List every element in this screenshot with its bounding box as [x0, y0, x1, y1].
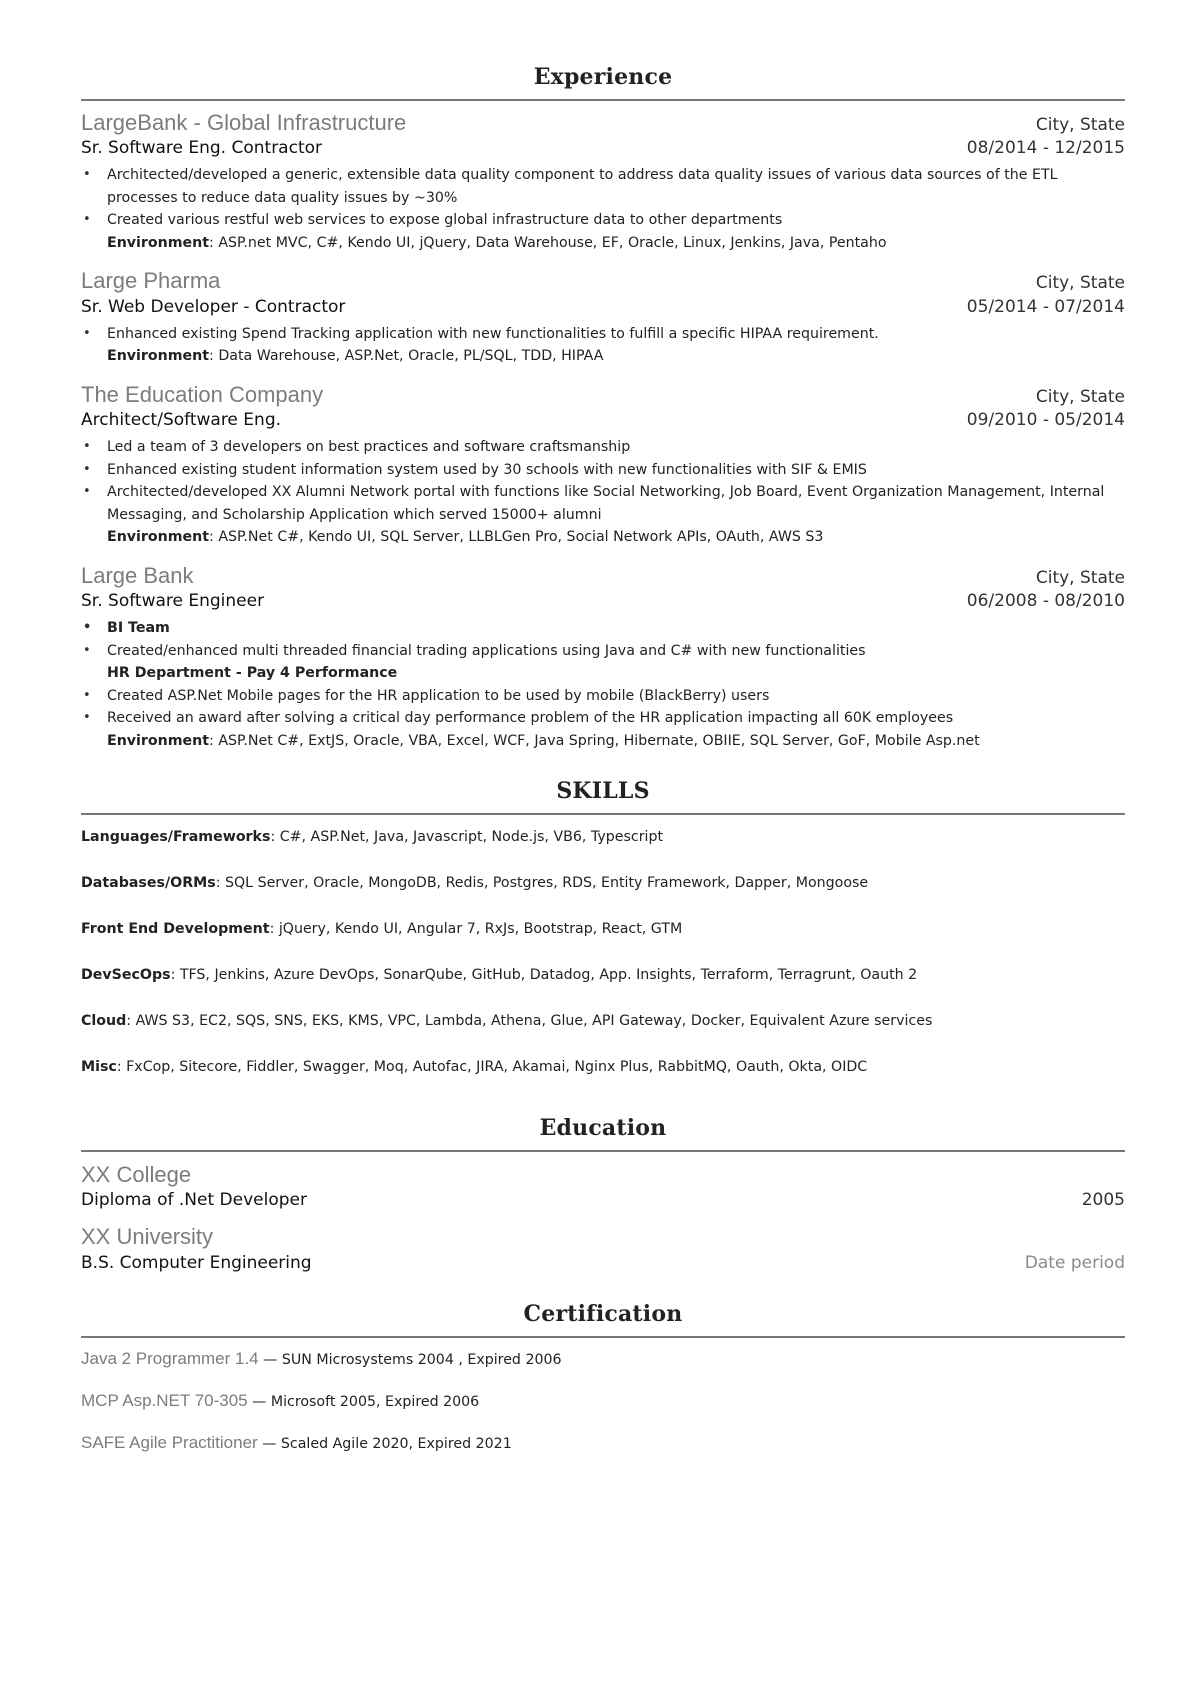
company-name: The Education Company: [81, 381, 324, 407]
skills-heading: SKILLS: [556, 778, 650, 805]
bullet-item: • Created various restful web services to expose global infrastructure data to other departments: [81, 209, 1125, 232]
certification-detail: — Scaled Agile 2020, Expired 2021: [257, 1435, 512, 1452]
certification-item: [81, 1348, 1125, 1371]
degree-name: B.S. Computer Engineering: [81, 1252, 312, 1273]
job-entry: [81, 382, 1125, 549]
job-title: Sr. Software Eng. Contractor: [81, 138, 323, 159]
skill-category: Misc: [81, 1059, 117, 1076]
education-entry: [81, 1224, 1125, 1272]
company-name: LargeBank - Global Infrastructure: [81, 110, 407, 135]
environment-value: : ASP.Net C#, ExtJS, Oracle, VBA, Excel, WCF, Java Spring, Hibernate, OBIIE, SQL Server, GoF, Mobile Asp.net: [209, 732, 980, 749]
job-dates: 09/2010 - 05/2014: [966, 410, 1125, 431]
certification-section: [81, 1300, 1125, 1455]
company-name: Large Pharma: [81, 268, 221, 294]
skill-category: DevSecOps: [81, 967, 171, 984]
skill-values: : AWS S3, EC2, SQS, SNS, EKS, KMS, VPC, Lambda, Athena, Glue, API Gateway, Docker, Equivalent Azure services: [126, 1013, 933, 1030]
skills-section: [81, 780, 1125, 1077]
job-bullets: [81, 617, 1125, 752]
bullet-item: • Enhanced existing student information system used by 30 schools with new functionalities with SIF & EMIS: [81, 459, 1125, 482]
job-entry: [81, 563, 1125, 752]
skill-values: : TFS, Jenkins, Azure DevOps, SonarQube, GitHub, Datadog, App. Insights, Terraform, Terragrunt, Oauth 2: [170, 967, 918, 984]
experience-section: [81, 66, 1125, 752]
certification-detail: — SUN Microsystems 2004 , Expired 2006: [258, 1351, 562, 1368]
education-divider: [81, 1150, 1125, 1152]
degree-name: Diploma of .Net Developer: [81, 1190, 307, 1211]
job-location: City, State: [1035, 273, 1125, 294]
skill-category: Databases/ORMs: [81, 875, 216, 892]
job-title: Sr. Software Engineer: [81, 591, 265, 612]
education-heading: Education: [539, 1115, 667, 1142]
certification-item: [81, 1390, 1125, 1413]
skill-values: : FxCop, Sitecore, Fiddler, Swagger, Moq, Autofac, JIRA, Akamai, Nginx Plus, RabbitMQ, Oauth, Okta, OIDC: [116, 1059, 868, 1076]
education-section: [81, 1117, 1125, 1273]
job-bullets: [81, 323, 1125, 368]
school-name: XX University: [81, 1224, 214, 1250]
job-title: Sr. Web Developer - Contractor: [81, 296, 346, 317]
skill-category: Languages/Frameworks: [81, 829, 271, 846]
experience-divider: [81, 99, 1125, 101]
environment-line: [81, 345, 1125, 368]
certification-name: SAFE Agile Practitioner: [81, 1432, 258, 1452]
skills-list: [81, 827, 1125, 1077]
skill-values: : C#, ASP.Net, Java, Javascript, Node.js, VB6, Typescript: [270, 829, 664, 846]
skill-line: [81, 919, 1125, 939]
environment-label: Environment: [107, 234, 210, 251]
certification-name: MCP Asp.NET 70-305: [81, 1390, 248, 1410]
environment-label: Environment: [107, 529, 210, 546]
environment-line: [81, 526, 1125, 549]
bullet-item: • Created ASP.Net Mobile pages for the HR application to be used by mobile (BlackBerry) users: [81, 685, 1125, 708]
environment-label: Environment: [107, 732, 210, 749]
job-entry: [81, 268, 1125, 367]
education-date: 2005: [1081, 1190, 1125, 1211]
skill-category: Front End Development: [81, 921, 270, 938]
skill-line: [81, 827, 1125, 847]
environment-value: : Data Warehouse, ASP.Net, Oracle, PL/SQL, TDD, HIPAA: [209, 348, 604, 365]
bullet-item: • BI Team: [81, 617, 1125, 640]
bullet-item: • Created/enhanced multi threaded financial trading applications using Java and C# with new functionalities: [81, 640, 1125, 663]
skill-values: : SQL Server, Oracle, MongoDB, Redis, Postgres, RDS, Entity Framework, Dapper, Mongoose: [215, 875, 869, 892]
bullet-item: • Architected/developed XX Alumni Network portal with functions like Social Networking, Job Board, Event Organization Management, Internal Messaging, and Scholarship Application which served 15000+ alumni: [81, 481, 1125, 526]
bullet-item: • Enhanced existing Spend Tracking application with new functionalities to fulfill a specific HIPAA requirement.: [81, 323, 1125, 346]
certification-detail: — Microsoft 2005, Expired 2006: [247, 1393, 480, 1410]
skill-values: : jQuery, Kendo UI, Angular 7, RxJs, Bootstrap, React, GTM: [269, 921, 683, 938]
resume-content: [81, 66, 1125, 1455]
certification-heading: Certification: [523, 1300, 683, 1327]
bullet-item: • Architected/developed a generic, extensible data quality component to address data quality issues of various data sources of the ETL processes to reduce data quality issues by ~30%: [81, 164, 1125, 209]
certification-item: [81, 1432, 1125, 1455]
job-entry: [81, 110, 1125, 254]
certification-divider: [81, 1336, 1125, 1338]
job-bullets: [81, 164, 1125, 254]
skill-line: [81, 873, 1125, 893]
skills-divider: [81, 813, 1125, 815]
environment-label: Environment: [107, 348, 210, 365]
environment-line: [81, 730, 1125, 753]
environment-line: [81, 232, 1125, 255]
job-bullets: [81, 436, 1125, 549]
skill-line: [81, 965, 1125, 985]
skill-line: [81, 1057, 1125, 1077]
bullet-item: • Received an award after solving a critical day performance problem of the HR application impacting all 60K employees: [81, 707, 1125, 730]
skill-line: [81, 1011, 1125, 1031]
job-location: City, State: [1035, 115, 1125, 135]
job-location: City, State: [1035, 567, 1125, 588]
job-dates: 06/2008 - 08/2010: [966, 591, 1125, 612]
bullet-item: • Led a team of 3 developers on best practices and software craftsmanship: [81, 436, 1125, 459]
school-name: XX College: [81, 1162, 192, 1188]
company-name: Large Bank: [81, 562, 194, 588]
environment-value: : ASP.net MVC, C#, Kendo UI, jQuery, Data Warehouse, EF, Oracle, Linux, Jenkins, Java, Pentaho: [209, 234, 887, 251]
education-entry: [81, 1162, 1125, 1210]
education-date: Date period: [1024, 1252, 1125, 1273]
certification-name: Java 2 Programmer 1.4: [81, 1348, 259, 1368]
certification-list: [81, 1348, 1125, 1455]
subheading-line: HR Department - Pay 4 Performance: [107, 665, 398, 682]
environment-value: : ASP.Net C#, Kendo UI, SQL Server, LLBLGen Pro, Social Network APIs, OAuth, AWS S3: [209, 529, 824, 546]
job-dates: 05/2014 - 07/2014: [966, 296, 1125, 317]
skill-category: Cloud: [81, 1013, 127, 1030]
experience-heading: Experience: [533, 64, 673, 90]
job-title: Architect/Software Eng.: [81, 410, 282, 431]
job-location: City, State: [1035, 386, 1125, 407]
job-dates: 08/2014 - 12/2015: [966, 138, 1125, 159]
